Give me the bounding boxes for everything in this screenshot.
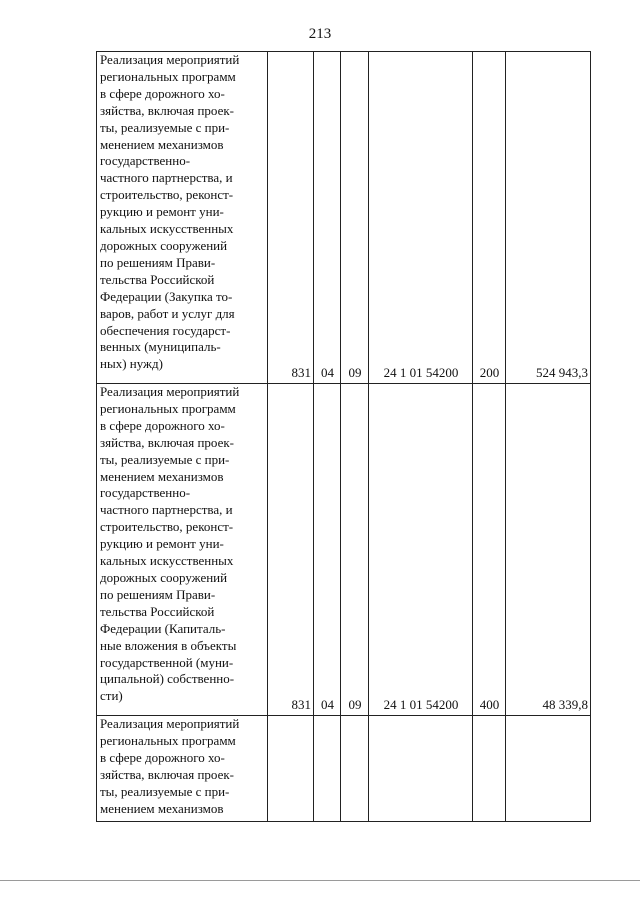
row-description: Реализация мероприятий региональных программ в сфере дорожного хо- зяйства, включая проек- ты, реализуемые с при- менением механизмов [97, 716, 268, 822]
scan-edge-line [0, 880, 640, 881]
target-article-code [369, 716, 473, 822]
target-article-code: 24 1 01 54200 [369, 52, 473, 384]
expense-type-code: 200 [473, 52, 506, 384]
section-code: 04 [314, 52, 341, 384]
ministry-code: 831 [268, 384, 314, 716]
ministry-code [268, 716, 314, 822]
row-description: Реализация мероприятий региональных программ в сфере дорожного хо- зяйства, включая проек- ты, реализуемые с при- менением механизмов государственно- частного партнерства, и строительство, реконст- рукцию и ремонт уни- кальных искусственных дорожных сооружений по решениям Прави- тельства Российской Федерации (Капиталь- ные вложения в объекты государственной (муни- ципальной) собственно- сти) [97, 384, 268, 716]
section-code [314, 716, 341, 822]
row-description: Реализация мероприятий региональных программ в сфере дорожного хо- зяйства, включая проек- ты, реализуемые с при- менением механизмов государственно- частного партнерства, и строительство, реконст- рукцию и ремонт уни- кальных искусственных дорожных сооружений по решениям Прави- тельства Российской Федерации (Закупка то- варов, работ и услуг для обеспечения государст- венных (муниципаль- ных) нужд) [97, 52, 268, 384]
table-row [97, 384, 591, 716]
subsection-code: 09 [341, 52, 369, 384]
amount-value: 48 339,8 [506, 384, 591, 716]
expense-type-code [473, 716, 506, 822]
amount-value: 524 943,3 [506, 52, 591, 384]
budget-table [96, 51, 591, 822]
target-article-code: 24 1 01 54200 [369, 384, 473, 716]
table-row [97, 716, 591, 822]
ministry-code: 831 [268, 52, 314, 384]
table-row [97, 52, 591, 384]
subsection-code: 09 [341, 384, 369, 716]
subsection-code [341, 716, 369, 822]
amount-value [506, 716, 591, 822]
expense-type-code: 400 [473, 384, 506, 716]
section-code: 04 [314, 384, 341, 716]
page-number: 213 [308, 26, 332, 42]
